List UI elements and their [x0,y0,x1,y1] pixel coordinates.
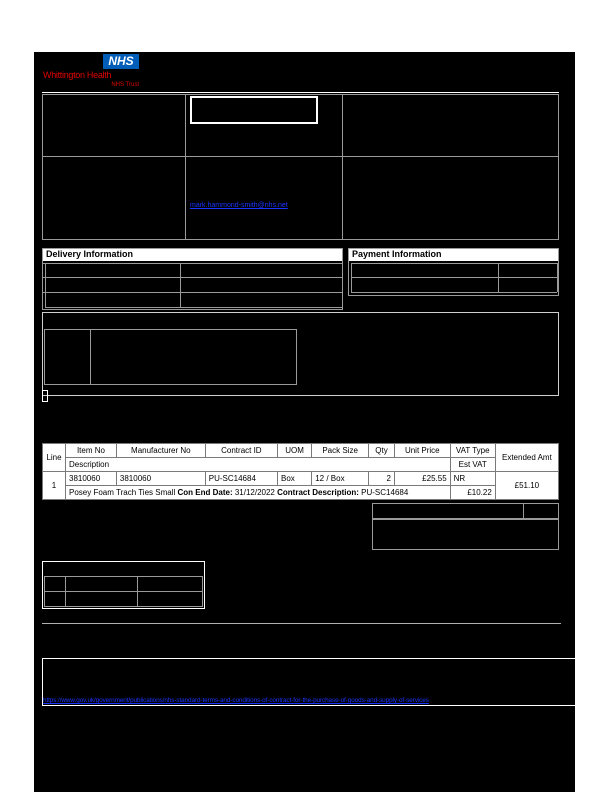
con-end-value: 31/12/2022 [234,488,275,497]
delivery-col-line [45,263,46,307]
row-line: 1 [43,472,66,500]
row-contract-id: PU-SC14684 [205,472,277,486]
nhs-label: NHS [103,54,139,69]
row-unit-price: £25.55 [394,472,450,486]
separator-rule [42,623,561,624]
header-item-no: Item No [66,444,117,458]
grid-divider [42,156,559,157]
delivery-row-line [45,307,342,308]
delivery-heading: Delivery Information [43,249,342,261]
table-row-description [43,486,559,500]
header-vat-type: VAT Type [450,444,495,458]
header-manufacturer-no: Manufacturer No [116,444,205,458]
approval-col-line [65,576,66,607]
header-rule [42,92,559,93]
header-est-vat: Est VAT [450,458,495,472]
items-subheader-row [43,458,559,472]
header-extended-amt: Extended Amt [495,444,558,472]
approval-row-line [44,591,203,592]
row-extended-amt: £51.10 [495,472,558,500]
header-uom: UOM [277,444,311,458]
grid-divider [185,94,186,240]
header-contract-id: Contract ID [205,444,277,458]
totals-summary-box [372,519,559,550]
contract-desc-label: Contract Description: [277,488,359,497]
approval-col-line [137,576,138,607]
row-description [66,486,451,500]
con-end-label: Con End Date: [177,488,233,497]
payment-col-line [351,263,352,292]
row-uom: Box [277,472,311,486]
table-row [43,472,559,486]
payment-col-line [498,263,499,292]
supplier-email-link[interactable]: mark.hammond-smith@nhs.net [190,202,288,209]
trust-name: Whittington Health [43,70,112,80]
marker-box [42,390,48,402]
delivery-row-line [43,277,342,278]
row-item-no: 3810060 [66,472,117,486]
header-unit-price: Unit Price [394,444,450,458]
header-line: Line [43,444,66,472]
terms-link[interactable]: https://www.gov.uk/government/publications/nhs-standard-terms-and-conditions-of-contract-for-the-purchase-of-goods-and-supply-of-services [43,697,429,704]
delivery-col-line [180,263,181,307]
row-vat-type: NR [450,472,495,486]
header-qty: Qty [369,444,395,458]
items-header-row [43,444,559,458]
order-number-box [190,96,318,124]
row-pack-size: 12 / Box [312,472,369,486]
totals-box [372,503,559,519]
payment-row-line [351,292,557,293]
payment-row-line [351,263,557,264]
delivery-row-line [43,292,342,293]
row-manufacturer-no: 3810060 [116,472,205,486]
notes-divider [90,329,91,385]
header-description: Description [66,458,451,472]
delivery-row-line [43,263,342,264]
row-description-text: Posey Foam Trach Ties Small [69,488,176,497]
row-est-vat: £10.22 [450,486,495,500]
payment-heading: Payment Information [349,249,558,261]
header-pack-size: Pack Size [312,444,369,458]
payment-col-line [557,263,558,292]
grid-divider [342,94,343,240]
totals-divider [523,503,524,519]
payment-row-line [351,277,557,278]
nhs-logo [43,54,139,91]
contract-desc-value: PU-SC14684 [361,488,409,497]
trust-suffix: NHS Trust [111,82,139,88]
items-table [42,443,559,500]
row-qty: 2 [369,472,395,486]
notes-inner-box [44,329,297,385]
